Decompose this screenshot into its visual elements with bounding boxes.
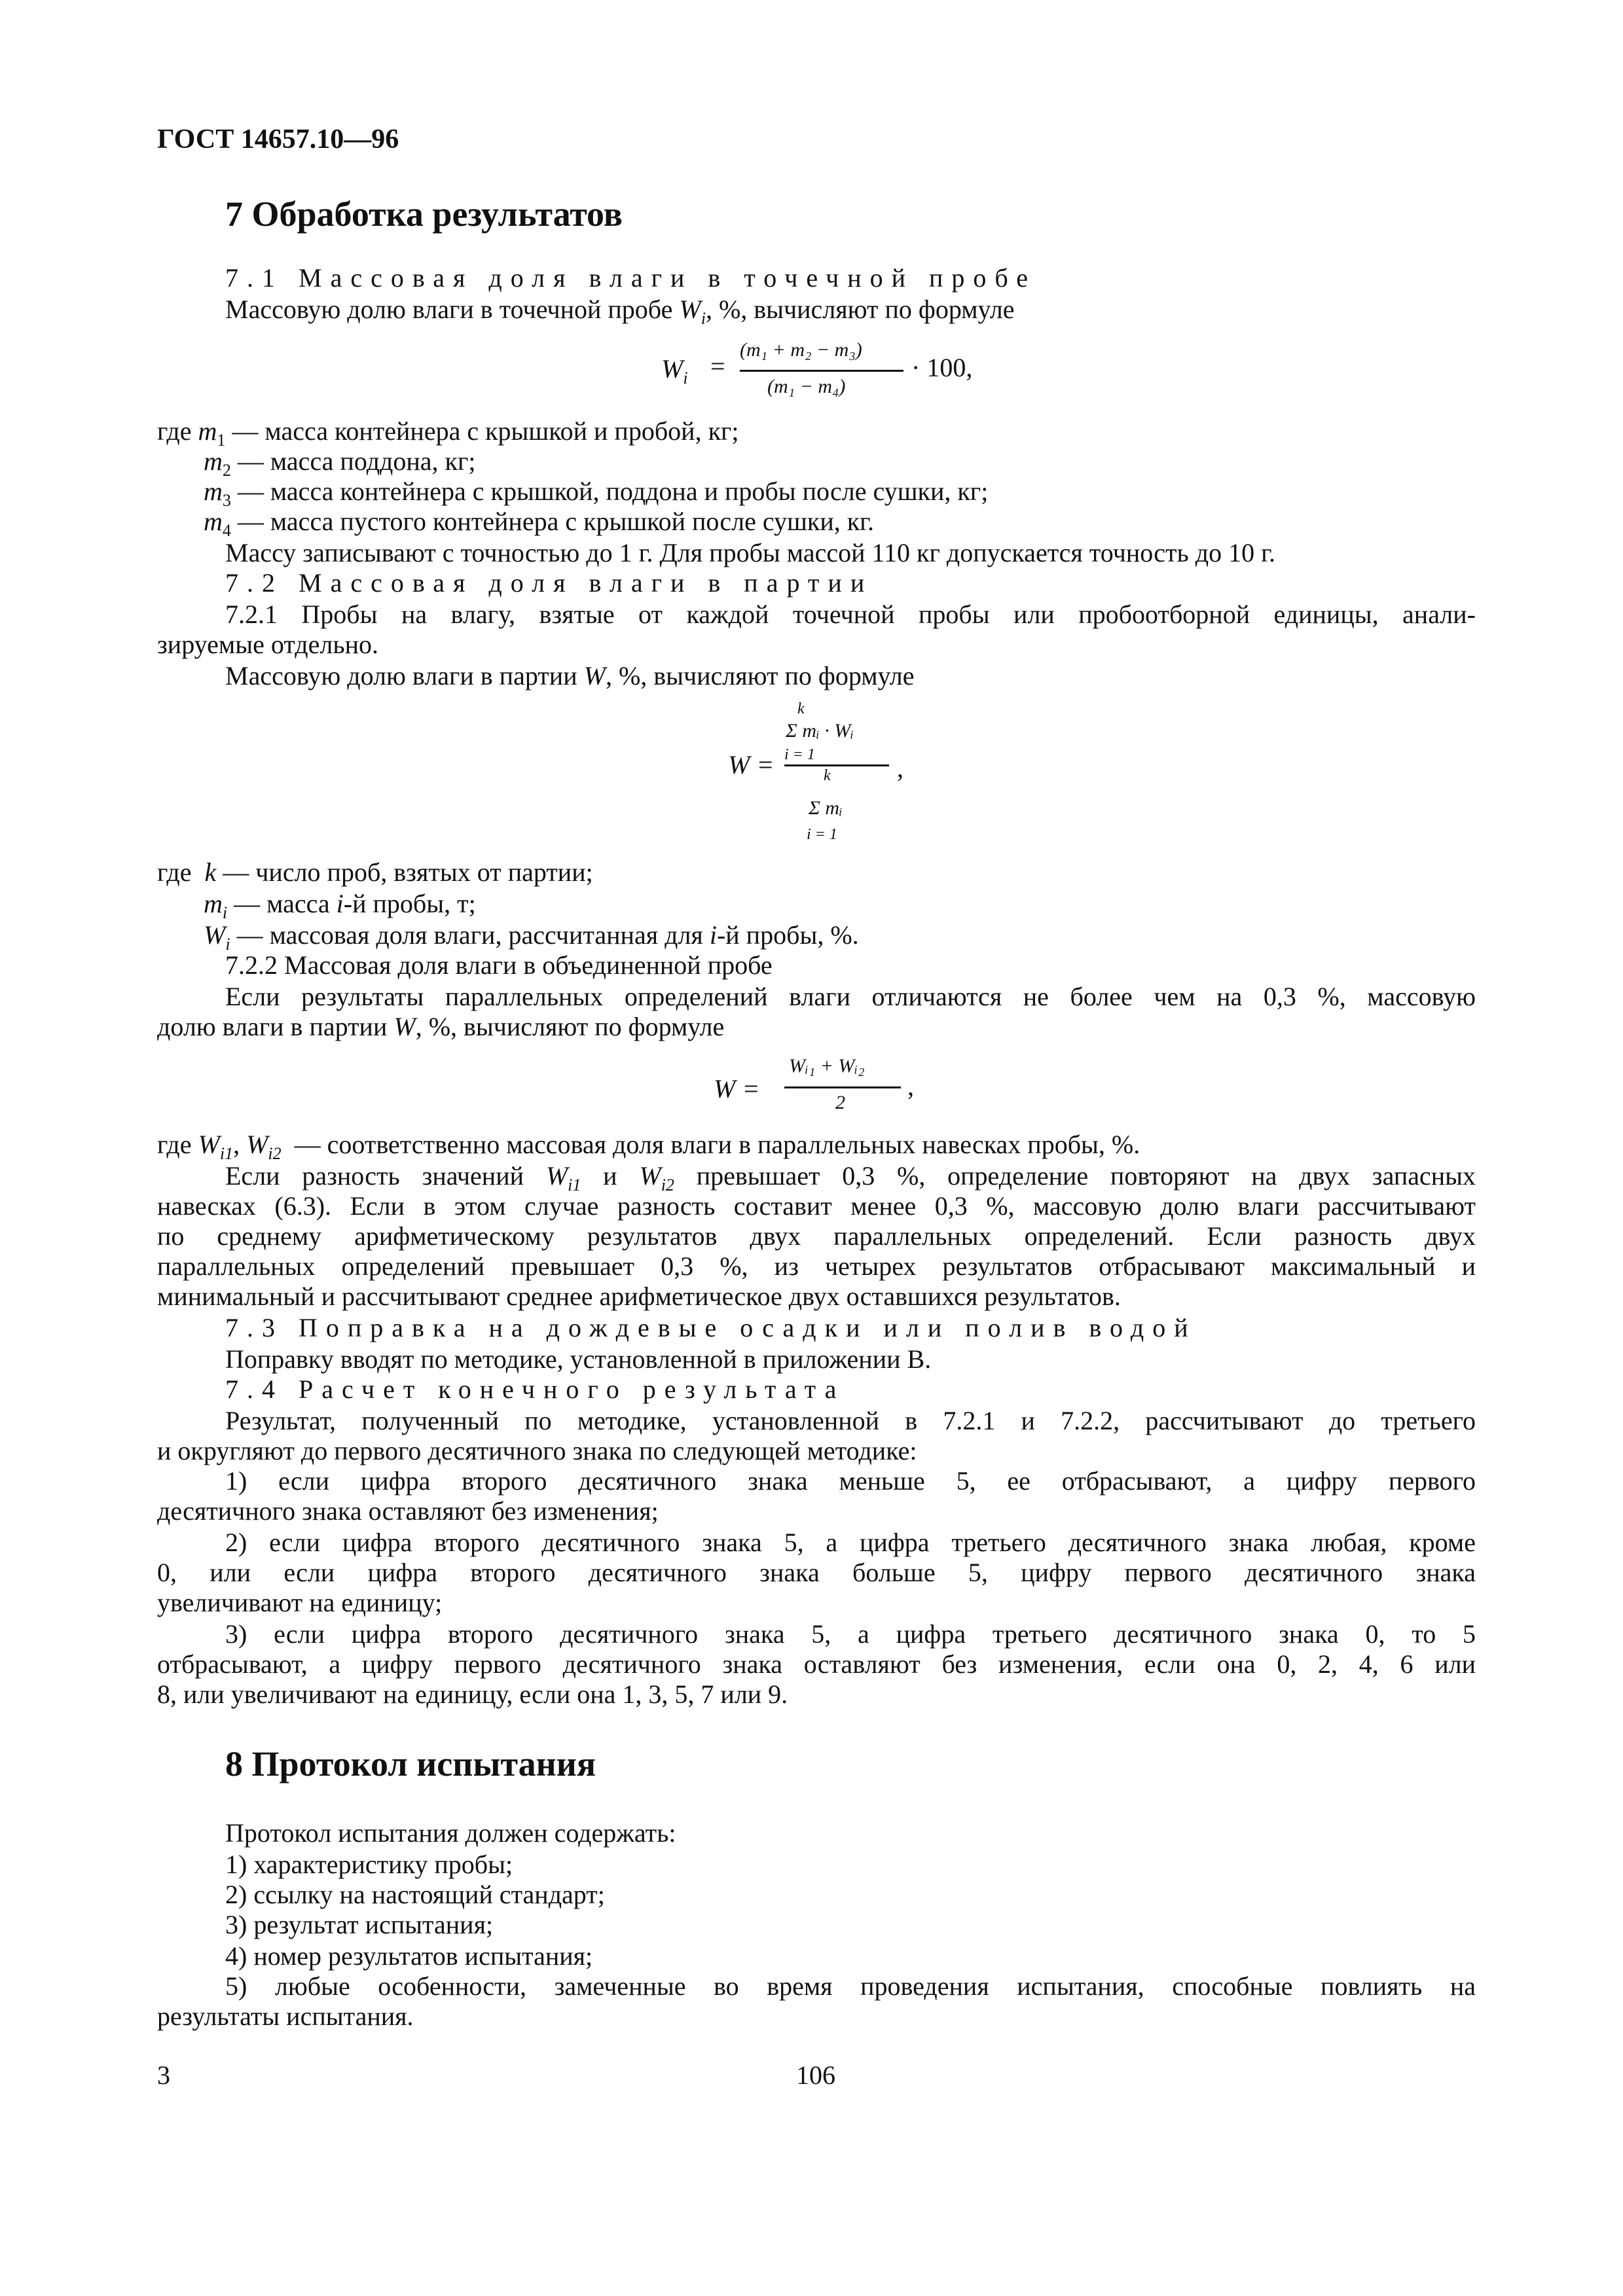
protocol-item-1: 1) характеристику пробы; xyxy=(225,1850,513,1879)
rule-3-line-2: отбрасывают, а цифру первого десятичного знака оставляют без изменения, если она 0, 2, 4, 6 или xyxy=(157,1649,1476,1679)
rule-3-line-1: 3) если цифра второго десятичного знака 5, а цифра третьего десятичного знака 0, то 5 xyxy=(225,1619,1476,1649)
paragraph-7-2-1-line-2: зируемые отдельно. xyxy=(157,630,378,659)
variable-m1-definition: где $m_1$ — масса контейнера с крышкой и пробой, кг; xyxy=(157,416,739,450)
variable-k-definition: где k — число проб, взятых от партии; xyxy=(157,857,593,887)
paragraph-7-2-1-line-1: 7.2.1 Пробы на влагу, взятые от каждой точечной пробы или пробоотборной единицы, анали- xyxy=(225,600,1476,629)
protocol-intro: Протокол испытания должен содержать: xyxy=(225,1818,676,1848)
formula-1-numerator: (m₁ + m₂ − m₃) xyxy=(740,339,862,361)
subsection-7-1-title: 7.1 Массовая доля влаги в точечной пробе xyxy=(225,263,1037,293)
paragraph-difference-line-2: навесках (6.3). Если в этом случае разность составит менее 0,3 %, массовую долю влаги рассчитывают xyxy=(157,1191,1476,1221)
formula-3-denominator: 2 xyxy=(835,1092,845,1113)
variable-mi-definition: $m_i$ — масса i-й пробы, т; xyxy=(204,889,476,922)
protocol-item-3: 3) результат испытания; xyxy=(225,1910,494,1939)
variable-m4-definition: $m_4$ — масса пустого контейнера с крышкой после сушки, кг. xyxy=(204,507,875,540)
subsection-7-3-title: 7.3 Поправка на дождевые осадки или полив водой xyxy=(225,1313,1197,1342)
paragraph-7-2-1-intro: Массовую долю влаги в партии W, %, вычисляют по формуле xyxy=(225,661,915,691)
paragraph-difference-line-1: Если разность значений $W_{i1}$ и $W_{i2}$ превышает 0,3 %, определение повторяют на двух запасных xyxy=(225,1161,1476,1194)
formula-1-denominator: (m₁ − m₄) xyxy=(767,376,846,397)
formula-2-denominator: Σ mᵢ xyxy=(809,797,843,819)
protocol-item-5-line-2: результаты испытания. xyxy=(157,2001,414,2031)
subsection-7-4-line-2: и округляют до первого десятичного знака по следующей методике: xyxy=(157,1436,917,1465)
variable-m3-definition: $m_3$ — масса контейнера с крышкой, поддона и пробы после сушки, кг; xyxy=(204,476,989,510)
paragraph-7-2-2-line-1: Если результаты параллельных определений влаги отличаются не более чем на 0,3 %, массовую xyxy=(225,982,1476,1011)
page-number-center: 106 xyxy=(796,2060,835,2090)
paragraph-difference-line-4: параллельных определений превышает 0,3 %, из четырех результатов отбрасывают максимальный и xyxy=(157,1251,1476,1281)
rule-3-line-3: 8, или увеличивают на единицу, если она 1, 3, 5, 7 или 9. xyxy=(157,1679,788,1709)
protocol-item-5-line-1: 5) любые особенности, замеченные во время проведения испытания, способные повлиять на xyxy=(225,1971,1476,2001)
formula-3-numerator: Wᵢ₁ + Wᵢ₂ xyxy=(789,1055,865,1077)
rule-2-line-3: увеличивают на единицу; xyxy=(157,1588,443,1617)
variable-m2-definition: $m_2$ — масса поддона, кг; xyxy=(204,446,476,480)
protocol-item-2: 2) ссылку на настоящий стандарт; xyxy=(225,1880,605,1909)
protocol-item-4: 4) номер результатов испытания; xyxy=(225,1941,593,1971)
section-8-heading: 8 Протокол испытания xyxy=(225,1744,596,1784)
subsection-7-4-title: 7.4 Расчет конечного результата xyxy=(225,1374,845,1404)
subsection-7-2-2-title: 7.2.2 Массовая доля влаги в объединенной пробе xyxy=(225,950,773,980)
mass-precision-note: Массу записывают с точностью до 1 г. Для пробы массой 110 кг допускается точность до 10 г. xyxy=(225,538,1275,567)
variables-wi1-wi2-definition: где $W_{i1}$, $W_{i2}$ — соответственно массовая доля влаги в параллельных навесках пробы, %. xyxy=(157,1130,1140,1163)
variable-wi-definition: $W_i$ — массовая доля влаги, рассчитанная для i-й пробы, %. xyxy=(204,920,859,954)
subsection-7-1-intro: Массовую долю влаги в точечной пробе $W_i$, %, вычисляют по формуле xyxy=(225,295,1015,328)
page-number-left: 3 xyxy=(157,2060,170,2090)
document-code: ГОСТ 14657.10—96 xyxy=(157,124,399,154)
formula-2-numerator: Σ mᵢ · Wᵢ xyxy=(786,720,854,742)
subsection-7-3-text: Поправку вводят по методике, установленной в приложении В. xyxy=(225,1344,932,1374)
rule-1-line-1: 1) если цифра второго десятичного знака меньше 5, ее отбрасывают, а цифру первого xyxy=(225,1466,1476,1496)
paragraph-difference-line-5: минимальный и рассчитывают среднее арифметическое двух оставшихся результатов. xyxy=(157,1282,1121,1311)
paragraph-difference-line-3: по среднему арифметическому результатов двух параллельных определений. Если разность двух xyxy=(157,1221,1476,1251)
rule-2-line-1: 2) если цифра второго десятичного знака 5, а цифра третьего десятичного знака любая, кроме xyxy=(225,1528,1476,1557)
section-7-heading: 7 Обработка результатов xyxy=(225,194,623,234)
fraction-bar xyxy=(784,764,889,766)
fraction-bar xyxy=(784,1086,901,1088)
fraction-bar xyxy=(740,370,903,372)
rule-1-line-2: десятичного знака оставляют без изменения; xyxy=(157,1496,659,1526)
paragraph-7-2-2-line-2: долю влаги в партии W, %, вычисляют по формуле xyxy=(157,1012,725,1041)
subsection-7-2-title: 7.2 Массовая доля влаги в партии xyxy=(225,568,873,598)
rule-2-line-2: 0, или если цифра второго десятичного знака больше 5, цифру первого десятичного знака xyxy=(157,1558,1476,1587)
subsection-7-4-line-1: Результат, полученный по методике, установленной в 7.2.1 и 7.2.2, рассчитывают до третьего xyxy=(225,1406,1476,1435)
